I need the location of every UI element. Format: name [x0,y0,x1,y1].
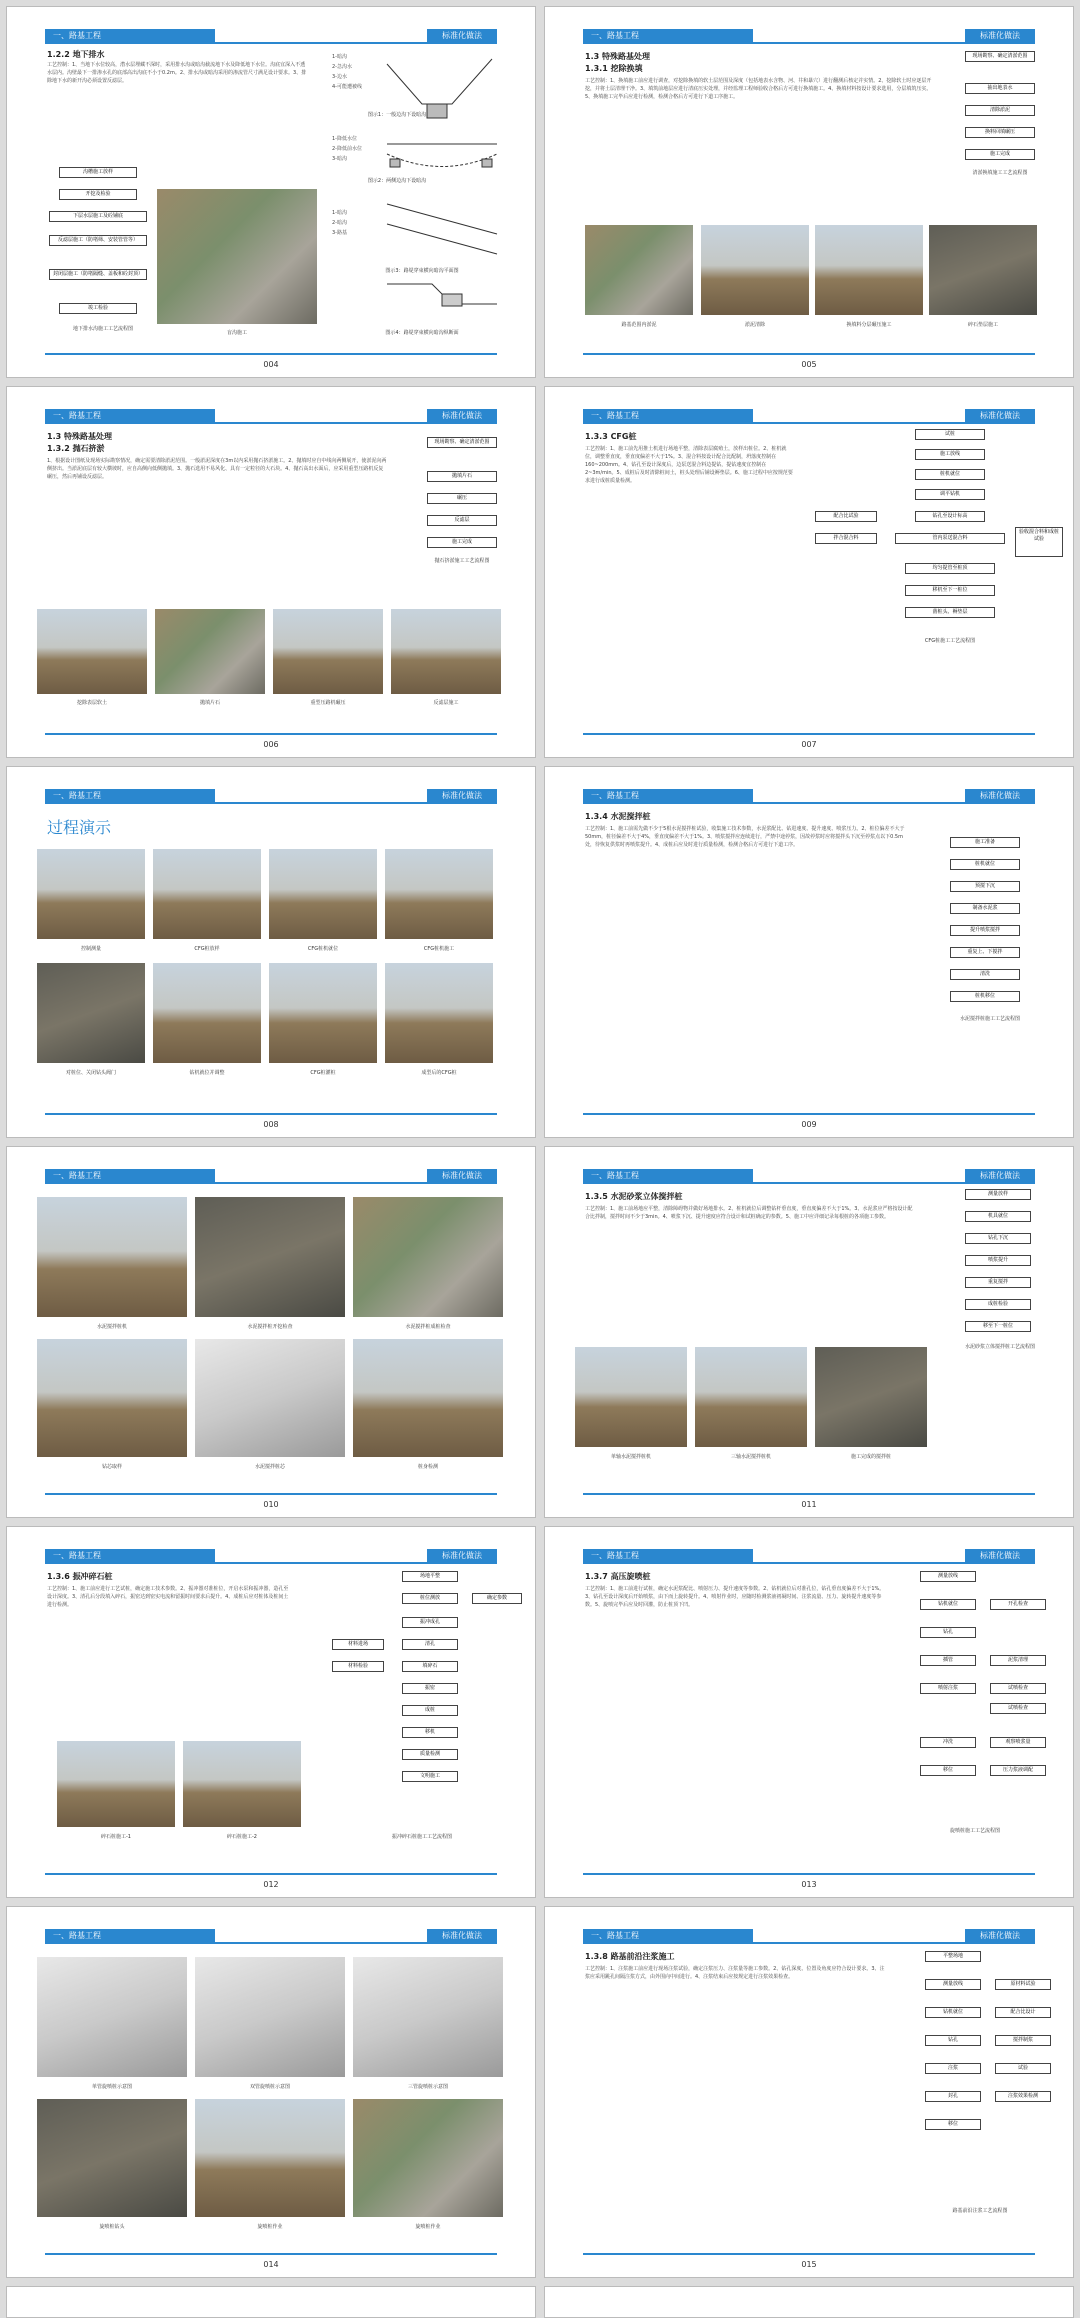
page-number: 014 [263,2260,279,2269]
flow-step: 开挖及检验 [59,189,137,200]
flow-side-step: 泥浆清理 [990,1655,1046,1666]
header-section-tag: 一、路基工程 [583,29,753,43]
flow-step: 施工准备 [950,837,1020,848]
plan-line-3 [387,204,497,234]
page-number: 012 [263,1880,279,1889]
page-number: 011 [801,1500,817,1509]
body-text: 工艺控制：1、注浆施工前应进行现场注浆试验，确定注浆压力、注浆量等施工参数。2、钻孔深度、位置及角度应符合设计要求。3、注浆应采用跳孔间隔注浆方式，由外围向中间进行。4、注浆结束后应按规定进行注浆效果检查。 [585,1966,885,1980]
body-text: 工艺控制：1、施工前场地应平整，清除障碍物并做好场地排水。2、桩机就位后调整钻杆垂直度，垂直度偏差不大于1%。3、水泥浆应严格按设计配合比拌制，搅拌时间不少于3min。4、喷浆下沉、提升速度应符合设计和试桩确定的参数。5、施工中应详细记录每根桩的各项施工参数。 [585,1206,913,1220]
flow-side-step: 试喷检查 [990,1703,1046,1714]
flow-step: 钻孔至设计标高 [915,511,985,522]
legend-6: 2-降低前水位 [332,146,362,152]
flow-step: 注浆 [925,2063,981,2074]
flow-side-step: 配合比试验 [815,511,877,522]
header-section-tag: 一、路基工程 [583,789,753,803]
photo-2 [701,225,809,315]
photo-7 [269,963,377,1063]
flow-side-step: 材料进场 [332,1639,384,1650]
flow-caption: 水泥搅拌桩施工工艺流程图 [959,1016,1020,1022]
flow-step: 换料回填碾压 [965,127,1035,138]
flow-step: 重复上、下搅拌 [950,947,1020,958]
flow-side-step: 开孔检查 [990,1599,1046,1610]
photo-caption: 旋喷桩钻头 [99,2224,125,2230]
slide-012 [6,1526,536,1898]
photo-caption: 抛填片石 [199,700,220,706]
flow-step: 桩机就位 [915,469,985,480]
footer-rule [45,1113,497,1115]
photo-4 [385,849,493,939]
slide-title: 过程演示 [47,818,112,837]
photo-caption: 桩身检测 [417,1464,438,1470]
ditch-profile-1 [387,59,492,104]
header-rule [45,1562,497,1564]
page-number: 007 [801,740,817,749]
header-rule [583,802,1035,804]
header-standard-tag: 标准化做法 [965,1169,1035,1183]
flow-step: 试桩 [915,429,985,440]
header-rule [45,42,497,44]
photo-caption: 钻芯取样 [101,1464,122,1470]
legend-4: 4-可能遭被线 [332,84,362,90]
header-section-tag: 一、路基工程 [45,29,215,43]
photo-1 [57,1741,175,1827]
photo-2 [195,1197,345,1317]
body-text: 工艺控制：1、换填施工前应进行调查，对挖除换填的软土层范围及深度（包括地表水含物、河、井和暴穴）进行翻测后核定并实情。2、挖除软土时应逐层开挖，并将土层清理干净。3、填筑前地层应进行清底压实处理，并经监理工程师验收合格后方可进行换填施工。4、换填材料按设计要求选用，分层填筑压实。5、换填施工完毕后应进行检测，检测合格后方可进行下道工序施工。 [585,78,932,100]
legend-8: 1-暗沟 [332,210,347,216]
flow-step: 抛填片石 [427,471,497,482]
photo-caption: 成型后的CFG桩 [421,1070,457,1076]
header-standard-tag: 标准化做法 [427,789,497,803]
flow-step: 现场勘察、确定清淤范围 [427,437,497,448]
diagram-caption-3: 图示3：路堤穿束横向暗沟平面图 [385,268,459,274]
section-title: 1.3.3 CFG桩 [585,432,637,441]
photo-caption: 旋喷桩作业 [257,2224,283,2230]
drain-diagrams [382,49,502,319]
photo-caption: 换填料分层碾压施工 [846,322,892,328]
slide-016-partial [6,2286,536,2318]
flow-side-step: 材料检验 [332,1661,384,1672]
flow-caption: 地下排水沟施工工艺流程图 [72,326,133,332]
photo-caption: 盲沟施工 [226,330,247,336]
slide-013 [544,1526,1074,1898]
section-title: 1.3.5 水泥砂浆立体搅拌桩 [585,1192,683,1201]
photo-caption: CFG桩机施工 [423,946,455,952]
photo-3 [815,225,923,315]
flow-step: 均匀提管至桩顶 [905,563,995,574]
flow-side-step: 试验 [995,2063,1051,2074]
photo-3 [353,1197,503,1317]
flow-caption: 路基前沿注浆工艺流程图 [952,2208,1008,2214]
photo-4 [391,609,501,694]
body-text: 工艺控制：1、施工前进行试桩，确定水泥浆配比、喷射压力、提升速度等参数。2、钻机就位后对准孔位，钻孔垂直度偏差不大于1%。3、钻孔至设计深度后开始喷浆，由下而上旋转提升。4、喷射作业时，应随时检测浆液初凝时间、注浆流量、压力、旋转提升速度等参数。5、旋喷完毕后应及时回灌，防止桩顶下凹。 [585,1586,885,1608]
photo-2 [153,849,261,939]
flow-step: 调平钻机 [915,489,985,500]
header-section-tag: 一、路基工程 [583,1549,753,1563]
photo-5 [37,963,145,1063]
legend-3: 3-边水 [332,74,347,80]
photo-6 [353,2099,503,2217]
diagram-2 [195,1957,345,2077]
flow-step: 抽出地表水 [965,83,1035,94]
slide-004 [6,6,536,378]
flow-caption: CFG桩施工工艺流程图 [924,638,976,644]
flow-step: 管内泵送混合料 [895,533,1005,544]
photo-caption: 淤泥清除 [744,322,765,328]
flow-step: 文明施工 [402,1771,458,1782]
legend-2: 2-急沟水 [332,64,352,70]
flow-step: 桩机就位 [950,859,1020,870]
photo-1 [37,1197,187,1317]
body-text: 1、根据设计图纸及现场实际勘察情况，确定需要清除淤泥范围。一般淤泥深度在3m以内采用抛石挤淤施工。2、抛填时应自中线向两侧展开，使淤泥向两侧挤出。当淤泥底层有较大横坡时，应自高侧向低侧抛填。3、抛石选用不易风化、具有一定粒径的大石块。4、抛石高出水面后，应采用重型压路机反复碾压，然后再铺设反滤层。 [47,458,387,480]
photo-3 [815,1347,927,1447]
flow-step: 预搅下沉 [950,881,1020,892]
header-section-tag: 一、路基工程 [583,1169,753,1183]
footer-rule [583,1493,1035,1495]
subsection-title: 1.3.1 挖除换填 [585,64,643,73]
flow-step: 移至下一桩位 [965,1321,1031,1332]
photo-caption: CFG桩灌桩 [310,1070,336,1076]
header-standard-tag: 标准化做法 [965,409,1035,423]
header-rule [583,1562,1035,1564]
photo-caption: 施工完成的搅拌桩 [850,1454,891,1460]
flow-step: 施工完成 [965,149,1035,160]
section-title: 1.2.2 地下排水 [47,50,105,59]
flow-step: 凿桩头、褥垫层 [905,607,995,618]
header-standard-tag: 标准化做法 [965,1929,1035,1943]
photo-caption: 水泥搅拌桩成桩检查 [405,1324,451,1330]
flow-step: 成桩检验 [965,1299,1031,1310]
photo-3 [269,849,377,939]
footer-rule [583,2253,1035,2255]
photo-caption: 双管旋喷桩示意图 [249,2084,290,2090]
flow-step: 清孔 [402,1639,458,1650]
photo-caption: 路基范围内淤泥 [621,322,657,328]
flow-step: 振密 [402,1683,458,1694]
photo-4 [37,2099,187,2217]
plan-line-3b [387,224,497,254]
photo-caption: 水泥搅拌桩芯 [254,1464,285,1470]
slide-014 [6,1906,536,2278]
photo-caption: 碎石桩施工-2 [227,1834,257,1840]
photo-caption: 钻机就位并调整 [189,1070,225,1076]
flow-side-step: 压力浆液调配 [990,1765,1046,1776]
photo-caption: 三轴水泥搅拌桩机 [730,1454,771,1460]
photo-caption: 单轴水泥搅拌桩机 [610,1454,651,1460]
footer-rule [45,733,497,735]
drain-box-2a [390,159,400,167]
header-rule [583,422,1035,424]
flow-step: 移位 [925,2119,981,2130]
header-section-tag: 一、路基工程 [45,1169,215,1183]
header-rule [45,422,497,424]
flow-step: 质量检测 [402,1749,458,1760]
header-rule [583,42,1035,44]
photo-caption: 对桩位、关闭钻头阀门 [65,1070,116,1076]
photo-caption: 反滤层施工 [433,700,459,706]
photo-2 [183,1741,301,1827]
header-section-tag: 一、路基工程 [45,789,215,803]
photo-caption: 三管旋喷桩示意图 [407,2084,448,2090]
footer-rule [45,353,497,355]
header-section-tag: 一、路基工程 [583,1929,753,1943]
photo-caption: CFG桩机就位 [307,946,339,952]
header-rule [583,1942,1035,1944]
flow-step: 清洗 [950,969,1020,980]
header-standard-tag: 标准化做法 [965,1549,1035,1563]
page-number: 008 [263,1120,279,1129]
diagram-caption-4: 图示4：路堤穿束横向暗沟纵断面 [385,330,459,336]
flow-step: 喷浆提升 [965,1255,1031,1266]
header-rule [45,1182,497,1184]
footer-rule [45,2253,497,2255]
flow-side-step: 搅拌制浆 [995,2035,1051,2046]
flow-step: 测量放样 [965,1189,1031,1200]
body-text: 工艺控制：1、当地下水位较高，潜水层埋藏不深时，采用排水沟或暗沟截流地下水及降低地下水位。沟底宜深入不透水层内。沟壁最下一排渗水孔的底部高出沟底不小于0.2m。2、排水沟或暗沟采用的渗流管尺寸满足设计要求。3、排除地下水的新开沟必须设置反滤层。 [47,62,307,84]
flow-caption: 水泥砂浆立体搅拌桩工艺流程图 [964,1344,1035,1350]
flow-step: 移位 [920,1765,976,1776]
header-rule [45,1942,497,1944]
slide-006 [6,386,536,758]
photo-caption: 挖除表层软土 [76,700,107,706]
flow-step: 反滤层 [427,515,497,526]
photo-6 [153,963,261,1063]
header-standard-tag: 标准化做法 [427,1549,497,1563]
flow-step: 桩位测放 [402,1593,458,1604]
section-title: 1.3 特殊路基处理 [47,432,112,441]
flow-caption: 抛石挤淤施工工艺流程图 [434,558,490,564]
flow-step: 下层水层施工及砼铺底 [49,211,147,222]
photo-blind-drain [157,189,317,324]
legend-5: 1-降低水位 [332,136,357,142]
photo-8 [385,963,493,1063]
legend-9: 2-暗沟 [332,220,347,226]
flow-step: 插管 [920,1655,976,1666]
flow-step: 测量放线 [925,1979,981,1990]
flow-step: 重复搅拌 [965,1277,1031,1288]
photo-caption: 控制测量 [80,946,101,952]
section-title: 1.3 特殊路基处理 [585,52,650,61]
legend-10: 3-路基 [332,230,347,236]
body-text: 工艺控制：1、施工前先用推土机进行场地平整，清除表层腐殖土，放样出桩位。2、桩机就位，调整垂直度，垂直度偏差不大于1%。3、混合料按设计配合比配制，坍落度控制在160~200mm。4、钻孔至设计深度后，边泵送混合料边提钻，提钻速度宜控制在2~3m/min。5、成桩后及时清除桩间土，桩头处理后铺设褥垫层。6、施工过程中应按规范要求进行成桩质量检测。 [585,446,793,484]
flow-step: 施工放线 [915,449,985,460]
flow-step: 喷射注浆 [920,1683,976,1694]
drain-box-2b [482,159,492,167]
page-number: 015 [801,2260,817,2269]
photo-caption: 重型压路机碾压 [310,700,346,706]
flow-step: 碾压 [427,493,497,504]
diagram-3 [353,1957,503,2077]
header-section-tag: 一、路基工程 [583,409,753,423]
page-number: 010 [263,1500,279,1509]
flow-step: 反滤层施工（防堵筛、安装管管等） [49,235,147,246]
slide-010 [6,1146,536,1518]
header-standard-tag: 标准化做法 [427,29,497,43]
photo-3 [273,609,383,694]
flow-side-step: 确定参数 [472,1593,522,1604]
flow-step: 桩机移位 [950,991,1020,1002]
water-line-2 [387,154,497,167]
flow-step: 机具就位 [965,1211,1031,1222]
header-rule [583,1182,1035,1184]
header-standard-tag: 标准化做法 [965,789,1035,803]
photo-caption: 碎石垫层施工 [967,322,998,328]
page-number: 005 [801,360,817,369]
flow-step: 钻孔下沉 [965,1233,1031,1244]
flow-caption: 清淤换填施工工艺流程图 [972,170,1028,176]
flow-step: 现场勘察、确定清淤范围 [965,51,1035,62]
footer-rule [583,733,1035,735]
photo-1 [37,849,145,939]
flow-step: 钻孔 [920,1627,976,1638]
flow-side-step: 验收混合料和成桩试验 [1015,527,1063,557]
header-standard-tag: 标准化做法 [427,1169,497,1183]
header-standard-tag: 标准化做法 [427,1929,497,1943]
flow-caption: 振冲碎石桩施工工艺流程图 [391,1834,452,1840]
flow-side-step: 配合比设计 [995,2007,1051,2018]
diagram-1 [37,1957,187,2077]
body-text: 工艺控制：1、施工前应进行工艺试桩，确定施工技术参数。2、振冲器对准桩位，开启水泵和振冲器，造孔至设计深度。3、清孔后分段填入碎石，振密达到密实电流和留振时间要求后提升。4、成桩后应对桩体及桩间土进行检测。 [47,1586,289,1608]
drain-box-4 [442,294,462,306]
photo-6 [353,1339,503,1457]
header-standard-tag: 标准化做法 [427,409,497,423]
flow-caption: 旋喷桩施工工艺流程图 [949,1828,1000,1834]
flow-step: 钻机就位 [925,2007,981,2018]
flow-step: 清除淤泥 [965,105,1035,116]
flow-step: 移机至下一桩位 [905,585,995,596]
photo-caption: 水泥搅拌桩机 [96,1324,127,1330]
flow-step: 填碎石 [402,1661,458,1672]
header-section-tag: 一、路基工程 [45,1549,215,1563]
flow-step: 制备水泥浆 [950,903,1020,914]
photo-2 [695,1347,807,1447]
flow-side-step: 原材料试验 [995,1979,1051,1990]
photo-4 [37,1339,187,1457]
flow-step: 钻机就位 [920,1599,976,1610]
footer-rule [583,1113,1035,1115]
flow-side-step: 试喷检查 [990,1683,1046,1694]
footer-rule [45,1873,497,1875]
flow-step: 成桩 [402,1705,458,1716]
flow-side-step: 拌合混合料 [815,533,877,544]
slide-017-partial [544,2286,1074,2318]
flow-step: 移机 [402,1727,458,1738]
slide-015 [544,1906,1074,2278]
photo-caption: 单管旋喷桩示意图 [91,2084,132,2090]
flow-step: 平整场地 [925,1951,981,1962]
footer-rule [583,353,1035,355]
footer-rule [45,1493,497,1495]
section-title: 1.3.8 路基前沿注浆施工 [585,1952,675,1961]
photo-4 [929,225,1037,315]
flow-side-step: 注浆效果检测 [995,2091,1051,2102]
flow-step: 钻孔 [925,2035,981,2046]
flow-step: 封闭层施工（防堵隔缝、盖板和砼封顶） [49,269,147,280]
section-title: 1.3.4 水泥搅拌桩 [585,812,651,821]
footer-rule [583,1873,1035,1875]
flow-step: 冲洗 [920,1737,976,1748]
photo-2 [155,609,265,694]
flow-step: 沟槽施工放样 [59,167,137,178]
header-section-tag: 一、路基工程 [45,409,215,423]
page-number: 006 [263,740,279,749]
photo-5 [195,2099,345,2217]
flow-side-step: 观察喷浆量 [990,1737,1046,1748]
header-rule [45,802,497,804]
page-number: 013 [801,1880,817,1889]
photo-caption: 水泥搅拌桩开挖检查 [247,1324,293,1330]
photo-caption: 旋喷桩作业 [415,2224,441,2230]
page-number: 009 [801,1120,817,1129]
slide-008 [6,766,536,1138]
flow-step: 提升喷浆搅拌 [950,925,1020,936]
flow-step: 竣工检验 [59,303,137,314]
photo-caption: CFG桩放样 [194,946,220,952]
photo-5 [195,1339,345,1457]
flow-step: 场地平整 [402,1571,458,1582]
legend-1: 1-暗沟 [332,54,347,60]
slide-005 [544,6,1074,378]
diagram-caption-1: 图示1：一般边沟下设暗沟 [367,112,427,118]
flow-step: 测量放线 [920,1571,976,1582]
slide-011 [544,1146,1074,1518]
photo-1 [37,609,147,694]
slide-009 [544,766,1074,1138]
photo-1 [585,225,693,315]
page-number: 004 [263,360,279,369]
section-title: 1.3.6 振冲碎石桩 [47,1572,113,1581]
slide-007 [544,386,1074,758]
body-text: 工艺控制：1、施工前需先做不少于5根水泥搅拌桩试验，收集施工技术参数，水泥浆配比、钻进速度、提升速度、喷浆压力。2、桩位偏差不大于50mm，桩径偏差不大于4%，垂直度偏差不大于1%。3、喷浆搅拌应连续进行，严禁中途停浆，因故停浆时应将搅拌头下沉至停浆点以下0.5m处，待恢复供浆时再喷浆提升。4、成桩后应及时进行质量检测，检测合格后方可进行下道工序。 [585,826,905,848]
flow-step: 封孔 [925,2091,981,2102]
flow-step: 施工完成 [427,537,497,548]
header-section-tag: 一、路基工程 [45,1929,215,1943]
flow-step: 振冲成孔 [402,1617,458,1628]
subsection-title: 1.3.2 抛石挤淤 [47,444,105,453]
header-standard-tag: 标准化做法 [965,29,1035,43]
section-title: 1.3.7 高压旋喷桩 [585,1572,651,1581]
legend-7: 3-暗沟 [332,156,347,162]
diagram-caption-2: 图示2：两侧边沟下设暗沟 [367,178,427,184]
photo-caption: 碎石桩施工-1 [101,1834,131,1840]
photo-1 [575,1347,687,1447]
